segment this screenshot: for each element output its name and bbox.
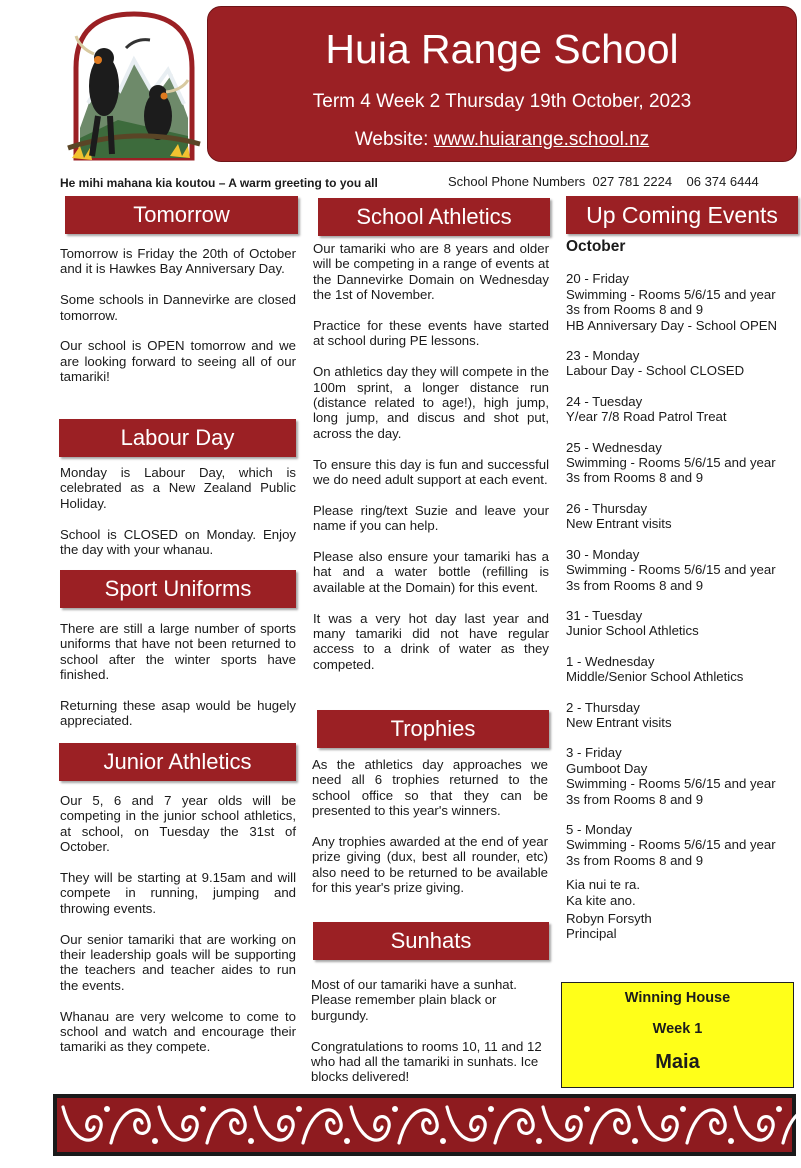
- junior-paragraph: Our 5, 6 and 7 year olds will be competing in the junior school athletics, at school, on Tuesday the 31st of October.: [60, 793, 296, 855]
- event-date: 3 - Friday: [566, 745, 622, 761]
- event-item: [566, 547, 798, 593]
- labour-paragraph: School is CLOSED on Monday. Enjoy the day with your whanau.: [60, 526, 296, 558]
- event-detail: 3s from Rooms 8 and 9: [566, 470, 704, 486]
- signoff: [566, 877, 798, 942]
- kowhaiwhai-dot: [728, 1138, 734, 1144]
- event-date: 23 - Monday: [566, 348, 640, 364]
- kowhaiwhai-dot: [200, 1106, 206, 1112]
- event-date: 5 - Monday: [566, 821, 632, 837]
- kowhaiwhai-dot: [248, 1138, 254, 1144]
- junior-paragraph: Whanau are very welcome to come to school and watch and encourage their tamariki as they compete.: [60, 1008, 296, 1055]
- heading-trophies: Trophies: [317, 710, 549, 748]
- sunhats-paragraph: Congratulations to rooms 10, 11 and 12 who had all the tamariki in sunhats. Ice blocks delivered!: [311, 1038, 542, 1085]
- event-detail: 3s from Rooms 8 and 9: [566, 302, 704, 318]
- kowhaiwhai-border-pattern: [53, 1094, 796, 1156]
- winning-house-box: [561, 982, 794, 1088]
- kowhaiwhai-dot: [104, 1106, 110, 1112]
- event-date: 2 - Thursday: [566, 699, 640, 715]
- section-junior-athletics: [60, 793, 296, 1070]
- section-sport-uniforms: [60, 621, 296, 744]
- school-logo-huia-birds: [58, 8, 210, 168]
- heading-upcoming-events: Up Coming Events: [566, 196, 798, 234]
- event-detail: Labour Day - School CLOSED: [566, 363, 745, 379]
- kowhaiwhai-dot: [440, 1138, 446, 1144]
- heading-tomorrow: Tomorrow: [65, 196, 298, 234]
- event-item: [566, 745, 798, 807]
- section-school-athletics: [313, 241, 549, 688]
- heading-junior-athletics: Junior Athletics: [59, 743, 296, 781]
- event-item: [566, 394, 798, 425]
- signoff-line: Kia nui te ra.: [566, 877, 641, 893]
- event-detail: Swimming - Rooms 5/6/15 and year: [566, 286, 776, 302]
- event-detail: 3s from Rooms 8 and 9: [566, 577, 704, 593]
- winning-house-label: Winning House: [624, 990, 731, 1006]
- trophies-paragraph: Any trophies awarded at the end of year prize giving (dux, best all rounder, etc) also need to be returned to be available for this year's prize giving.: [312, 834, 548, 896]
- event-item: [566, 822, 798, 868]
- events-month: October: [566, 238, 626, 255]
- event-date: 26 - Thursday: [566, 500, 648, 516]
- event-detail: New Entrant visits: [566, 714, 672, 730]
- kowhaiwhai-dot: [488, 1106, 494, 1112]
- labour-paragraph: Monday is Labour Day, which is celebrated as a New Zealand Public Holiday.: [60, 465, 296, 511]
- kowhaiwhai-dot: [536, 1138, 542, 1144]
- event-detail: 3s from Rooms 8 and 9: [566, 852, 704, 868]
- newsletter-date: Term 4 Week 2 Thursday 19th October, 2023: [312, 91, 692, 112]
- kowhaiwhai-dot: [392, 1106, 398, 1112]
- kowhaiwhai-dot: [296, 1106, 302, 1112]
- event-detail: Middle/Senior School Athletics: [566, 669, 744, 685]
- event-item: [566, 348, 798, 379]
- event-list: [566, 271, 798, 868]
- athletics-paragraph: Our tamariki who are 8 years and older will be competing in a range of events at the Dannevirke Domain on Wednesday the 1st of November.: [313, 241, 549, 303]
- phone-numbers: School Phone Numbers 027 781 2224 06 374 6444: [448, 174, 759, 189]
- athletics-paragraph: To ensure this day is fun and successful we do need adult support at each event.: [313, 456, 549, 488]
- tomorrow-paragraph: Some schools in Dannevirke are closed tomorrow.: [60, 292, 296, 323]
- athletics-paragraph: On athletics day they will compete in the 100m sprint, a longer distance run (distance related to age!), high jump, long jump, and discus and shot put, across the day.: [313, 364, 549, 441]
- heading-sunhats: Sunhats: [313, 922, 549, 960]
- heading-sport-uniforms: Sport Uniforms: [60, 570, 296, 608]
- event-detail: Gumboot Day: [566, 760, 648, 776]
- event-detail: New Entrant visits: [566, 516, 672, 532]
- header-banner: [207, 6, 797, 162]
- tomorrow-paragraph: Tomorrow is Friday the 20th of October and it is Hawkes Bay Anniversary Day.: [60, 246, 296, 277]
- kowhaiwhai-dot: [680, 1106, 686, 1112]
- kowhaiwhai-dot: [632, 1138, 638, 1144]
- school-title: Huia Range School: [325, 26, 679, 72]
- section-sunhats: [311, 977, 548, 1100]
- signoff-line: Ka kite ano.: [566, 892, 636, 908]
- event-detail: HB Anniversary Day - School OPEN: [566, 317, 778, 333]
- event-date: 20 - Friday: [566, 271, 630, 287]
- website-label: Website:: [354, 129, 429, 150]
- event-item: [566, 654, 798, 685]
- website-line: [208, 128, 796, 152]
- event-date: 30 - Monday: [566, 546, 640, 562]
- event-detail: Junior School Athletics: [566, 623, 699, 639]
- section-trophies: [312, 757, 548, 911]
- kowhaiwhai-dot: [584, 1106, 590, 1112]
- section-upcoming-events: [566, 239, 798, 942]
- event-detail: Swimming - Rooms 5/6/15 and year: [566, 776, 776, 792]
- kowhaiwhai-dot: [776, 1106, 782, 1112]
- trophies-paragraph: As the athletics day approaches we need all 6 trophies returned to the school office so that they can be presented to this year's winners.: [312, 757, 548, 819]
- kowhaiwhai-dot: [152, 1138, 158, 1144]
- winning-house-week: Week 1: [652, 1021, 703, 1037]
- uniforms-paragraph: There are still a large number of sports uniforms that have not been returned to school after the winter sports have finished.: [60, 621, 296, 683]
- event-item: [566, 608, 798, 639]
- section-tomorrow: [60, 246, 296, 400]
- event-item: [566, 700, 798, 731]
- athletics-paragraph: Practice for these events have started at school during PE lessons.: [313, 318, 549, 349]
- tomorrow-paragraph: Our school is OPEN tomorrow and we are looking forward to seeing all of our tamariki!: [60, 338, 296, 385]
- athletics-paragraph: Please also ensure your tamariki has a hat and a water bottle (refilling is available at the Domain) for this event.: [313, 549, 549, 595]
- event-item: [566, 271, 798, 333]
- event-item: [566, 501, 798, 532]
- athletics-paragraph: Please ring/text Suzie and leave your name if you can help.: [313, 502, 549, 534]
- kowhaiwhai-dot: [344, 1138, 350, 1144]
- event-detail: Y/ear 7/8 Road Patrol Treat: [566, 409, 727, 425]
- heading-school-athletics: School Athletics: [318, 198, 550, 236]
- event-detail: Swimming - Rooms 5/6/15 and year: [566, 455, 776, 471]
- junior-paragraph: They will be starting at 9.15am and will compete in running, jumping and throwing events.: [60, 870, 296, 916]
- section-labour-day: [60, 465, 296, 573]
- website-link[interactable]: www.huiarange.school.nz: [433, 129, 650, 150]
- principal-name: Robyn Forsyth: [566, 911, 652, 926]
- sunhats-paragraph: Most of our tamariki have a sunhat. Please remember plain black or burgundy.: [311, 977, 517, 1023]
- heading-labour-day: Labour Day: [59, 419, 296, 457]
- event-detail: Swimming - Rooms 5/6/15 and year: [566, 837, 776, 853]
- event-date: 31 - Tuesday: [566, 607, 643, 623]
- principal-role: Principal: [566, 926, 617, 942]
- event-date: 1 - Wednesday: [566, 653, 655, 669]
- uniforms-paragraph: Returning these asap would be hugely appreciated.: [60, 698, 296, 729]
- athletics-paragraph: It was a very hot day last year and many tamariki did not have regular access to a drink of water as they competed.: [313, 610, 549, 672]
- event-date: 24 - Tuesday: [566, 393, 643, 409]
- event-item: [566, 440, 798, 486]
- greeting-line: He mihi mahana kia koutou – A warm greeting to you all: [60, 176, 378, 190]
- junior-paragraph: Our senior tamariki that are working on their leadership goals will be supporting the teachers and teacher aides to run the events.: [60, 931, 296, 993]
- event-detail: Swimming - Rooms 5/6/15 and year: [566, 562, 776, 578]
- event-detail: 3s from Rooms 8 and 9: [566, 791, 704, 807]
- winning-house-name: Maia: [655, 1051, 700, 1073]
- event-date: 25 - Wednesday: [566, 439, 662, 455]
